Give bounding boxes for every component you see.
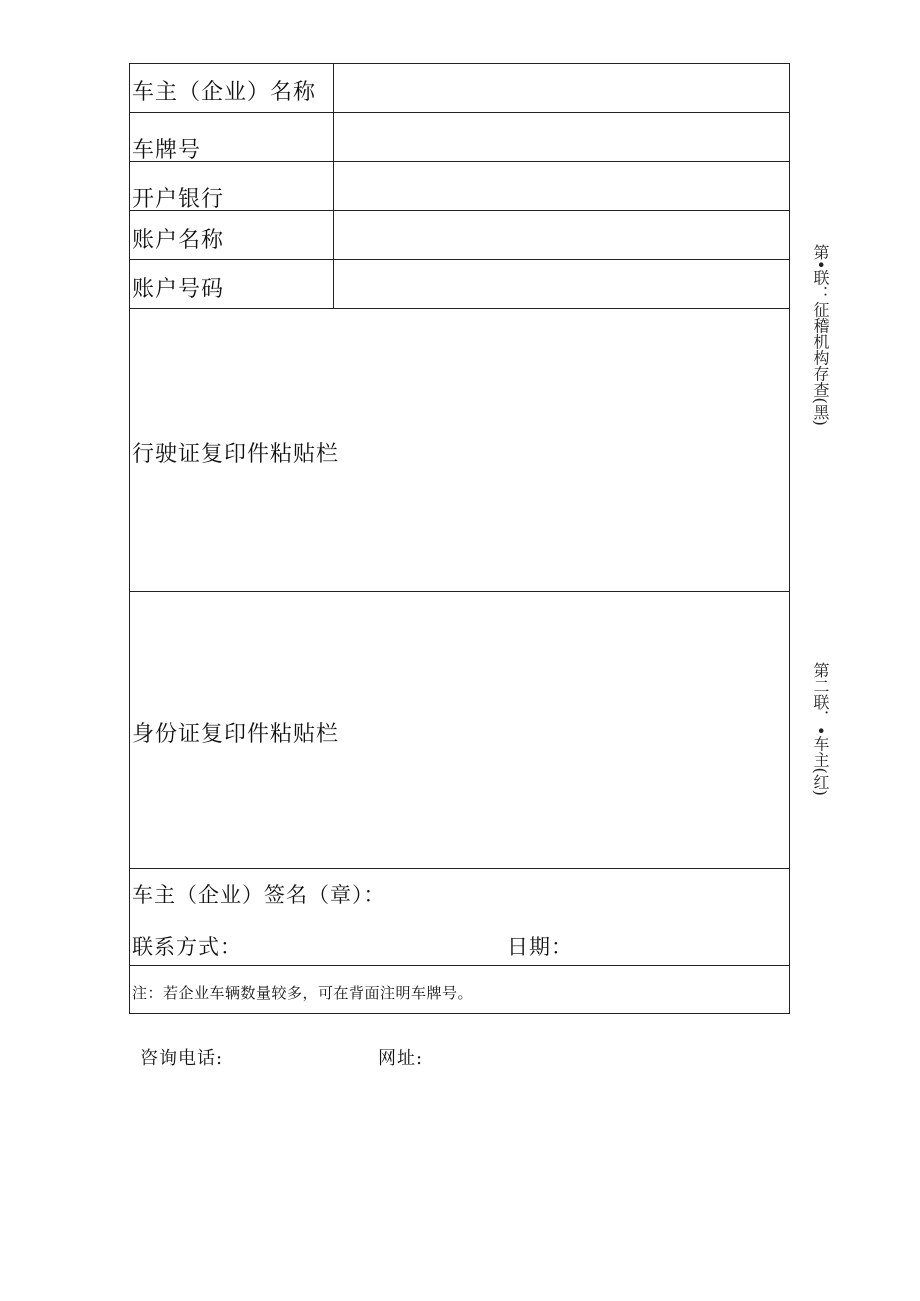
date-label: 日期： [507, 935, 573, 959]
field-row-bank [130, 162, 789, 211]
signature-section [130, 869, 789, 966]
license-copy-label: 行驶证复印件粘贴栏 [132, 442, 340, 467]
field-label-cell [130, 260, 334, 308]
website-label: 网址: [378, 1048, 424, 1069]
license-copy-area[interactable] [130, 309, 789, 592]
id-card-copy-area[interactable] [130, 592, 789, 869]
account-name-field[interactable] [334, 211, 789, 259]
copy-two-label: 第二联．•车主(红) [811, 662, 830, 796]
contact-label: 联系方式： [132, 935, 242, 959]
signature-label: 车主（企业）签名（章）： [132, 883, 386, 907]
bank-label: 开户银行 [132, 187, 225, 212]
field-label-cell [130, 211, 334, 259]
field-row-account-name [130, 211, 789, 260]
reimbursement-form [129, 63, 790, 1014]
plate-number-label: 车牌号 [132, 138, 202, 163]
field-label-cell [130, 113, 334, 161]
account-number-label: 账户号码 [132, 277, 225, 302]
owner-name-label: 车主（企业）名称 [132, 80, 317, 105]
bank-field[interactable] [334, 162, 789, 210]
field-row-account-number [130, 260, 789, 309]
field-row-plate-number [130, 113, 789, 162]
note-text: 注：若企业车辆数量较多，可在背面注明车牌号。 [132, 984, 474, 1002]
field-label-cell [130, 64, 334, 112]
owner-name-field[interactable] [334, 64, 789, 112]
plate-number-field[interactable] [334, 113, 789, 161]
account-name-label: 账户名称 [132, 228, 225, 253]
field-row-owner-name [130, 64, 789, 113]
id-card-copy-label: 身份证复印件粘贴栏 [132, 722, 340, 747]
note-row [130, 966, 789, 1013]
consult-phone-label: 咨询电话: [140, 1048, 224, 1069]
copy-one-label: 第•联：征稽机构存查(黑) [811, 244, 830, 426]
field-label-cell [130, 162, 334, 210]
account-number-field[interactable] [334, 260, 789, 308]
